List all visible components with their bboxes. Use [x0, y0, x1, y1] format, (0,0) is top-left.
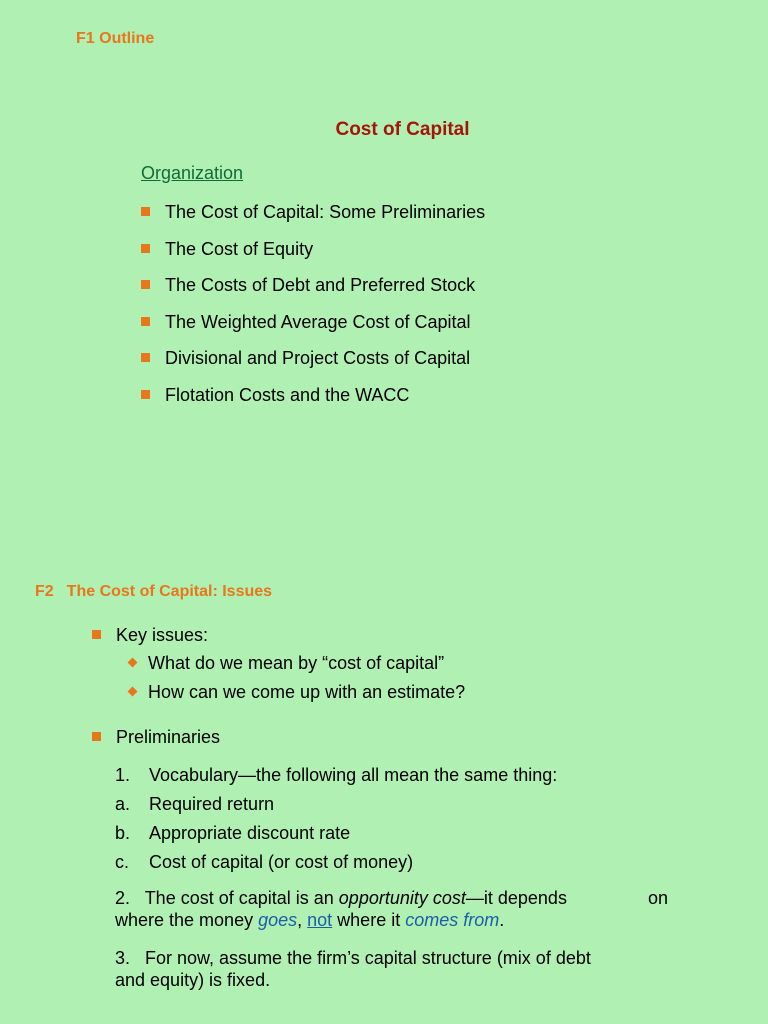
paragraph-line2-start: where the money	[115, 910, 259, 930]
key-issues-sublist	[127, 651, 465, 709]
paragraph-prefix: 2. The cost of capital is an	[115, 888, 339, 908]
outline-item-text: Divisional and Project Costs of Capital	[165, 348, 471, 369]
opportunity-cost-term: opportunity cost	[338, 888, 466, 908]
outline-item-text: The Cost of Capital: Some Preliminaries	[165, 202, 486, 222]
comma: ,	[297, 910, 308, 930]
outline-item	[141, 237, 485, 274]
organization-heading: Organization	[141, 163, 244, 183]
paragraph-on-word: on	[648, 888, 669, 908]
outline-item-text: The Cost of Equity	[165, 238, 314, 259]
sub-item-text: What do we mean by “cost of capital”	[148, 653, 445, 673]
outline-item	[141, 200, 485, 237]
goes-term: goes	[258, 910, 298, 930]
item-text: Required return	[149, 794, 275, 814]
sub-item-text: How can we come up with an estimate?	[148, 682, 466, 702]
diamond-bullet-icon	[128, 658, 138, 668]
numbered-item	[115, 821, 557, 850]
preliminaries-text: Preliminaries	[116, 727, 221, 747]
outline-item-text: Flotation Costs and the WACC	[165, 384, 410, 405]
numbered-item	[115, 763, 557, 792]
slide-label-f1: F1 Outline	[76, 30, 155, 47]
square-bullet-icon	[92, 732, 101, 741]
square-bullet-icon	[141, 244, 150, 253]
outline-item	[141, 346, 485, 383]
slide-label-f2	[35, 583, 272, 601]
item-index: a.	[115, 794, 131, 814]
key-issues-item	[92, 623, 208, 647]
outline-item	[141, 310, 485, 347]
numbered-item	[115, 792, 557, 821]
where-it: where it	[332, 910, 406, 930]
item-index: 1.	[115, 765, 131, 785]
item-index: b.	[115, 823, 131, 843]
item-text: Vocabulary—the following all mean the same thing:	[149, 765, 558, 785]
comes-from-term: comes from	[405, 910, 500, 930]
period: .	[499, 910, 505, 930]
opportunity-cost-paragraph	[115, 887, 675, 931]
sub-item	[127, 651, 465, 680]
slide-label-text: The Cost of Capital: Issues	[66, 583, 273, 600]
square-bullet-icon	[92, 630, 101, 639]
slide-number: F2	[35, 583, 54, 600]
item-text: Appropriate discount rate	[149, 823, 351, 843]
square-bullet-icon	[141, 207, 150, 216]
paragraph-line-2	[115, 909, 675, 931]
outline-list	[141, 200, 485, 420]
diamond-bullet-icon	[128, 687, 138, 697]
numbered-item	[115, 850, 557, 879]
paragraph-middle: —it depends	[465, 888, 567, 908]
square-bullet-icon	[141, 390, 150, 399]
preliminaries-item	[92, 725, 220, 749]
not-term: not	[307, 910, 333, 930]
outline-item	[141, 273, 485, 310]
outline-item-text: The Costs of Debt and Preferred Stock	[165, 275, 476, 296]
capital-structure-paragraph: 3. For now, assume the firm’s capital structure (mix of debt and equity) is fixed.	[115, 948, 596, 990]
square-bullet-icon	[141, 280, 150, 289]
square-bullet-icon	[141, 317, 150, 326]
item-text: Cost of capital (or cost of money)	[149, 852, 414, 872]
key-issues-text: Key issues:	[116, 625, 209, 645]
slide-title: Cost of Capital	[335, 119, 470, 140]
outline-item	[141, 383, 485, 420]
square-bullet-icon	[141, 353, 150, 362]
sub-item	[127, 680, 465, 709]
outline-item-text: The Weighted Average Cost of Capital	[165, 311, 471, 332]
paragraph-line-1	[115, 887, 675, 909]
vocabulary-list	[115, 763, 557, 879]
item-index: c.	[115, 852, 130, 872]
